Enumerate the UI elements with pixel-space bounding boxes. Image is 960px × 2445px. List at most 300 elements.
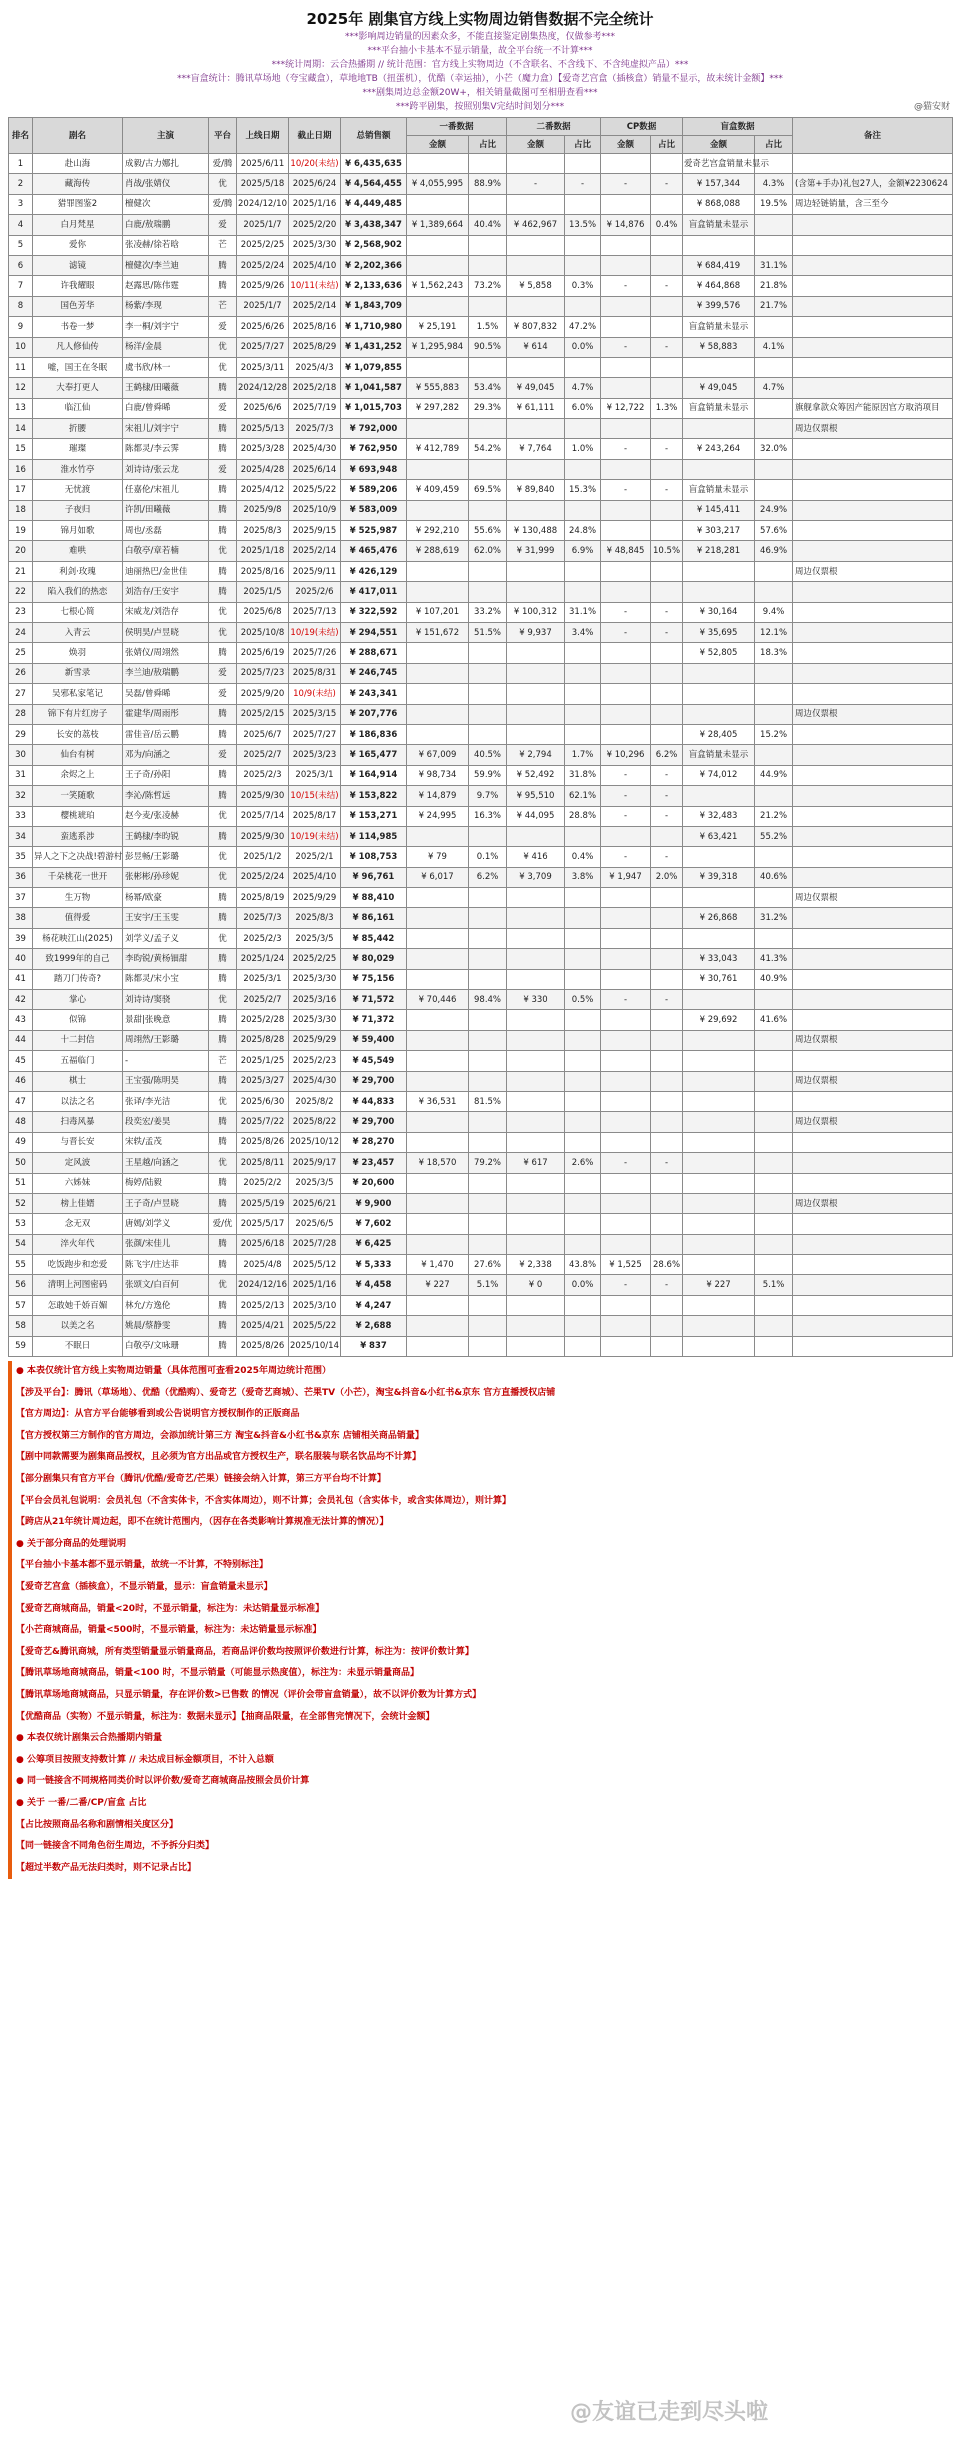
cell-remark: 周边仅票根: [793, 888, 953, 908]
cell-cast: 宋威龙/刘浩存: [123, 602, 209, 622]
cell-drama: 书卷一梦: [33, 317, 123, 337]
table-row: [9, 378, 953, 398]
cell-blindbox-share: 46.9%: [755, 541, 793, 561]
cell-remark: 周边仅票根: [793, 1193, 953, 1213]
cell-lead1-amount: ¥ 1,562,243: [407, 276, 469, 296]
cell-lead1-share: [469, 643, 507, 663]
cell-gmv: ¥ 23,457: [341, 1153, 407, 1173]
cell-remark: 周边轻链销量，含三至今: [793, 194, 953, 214]
cell-drama: 无忧渡: [33, 480, 123, 500]
col-amount: 金额: [507, 136, 565, 154]
cell-end-date: 2025/7/27: [289, 724, 341, 744]
cell-end-date: 2025/3/15: [289, 704, 341, 724]
cell-cp-amount: ¥ 48,845: [601, 541, 651, 561]
table-row: [9, 1275, 953, 1295]
cell-remark: [793, 276, 953, 296]
cell-lead2-amount: [507, 949, 565, 969]
cell-cp-amount: [601, 1214, 651, 1234]
cell-rank: 51: [9, 1173, 33, 1193]
table-row: [9, 1295, 953, 1315]
cell-lead2-amount: [507, 1193, 565, 1213]
cell-cp-amount: [601, 643, 651, 663]
cell-lead2-share: 4.7%: [565, 378, 601, 398]
cell-blindbox-amount: [683, 1193, 755, 1213]
cell-blindbox-share: [755, 215, 793, 235]
cell-drama: 国色芳华: [33, 296, 123, 316]
table-row: [9, 480, 953, 500]
cell-platform: 爱: [209, 684, 237, 704]
cell-blindbox-share: [755, 1255, 793, 1275]
cell-cast: 檀健次/李兰迪: [123, 255, 209, 275]
table-row: [9, 174, 953, 194]
cell-remark: [793, 622, 953, 642]
cell-cast: 杨洋/金晨: [123, 337, 209, 357]
cell-end-date: 2025/9/15: [289, 521, 341, 541]
cell-rank: 48: [9, 1112, 33, 1132]
cell-lead2-share: [565, 724, 601, 744]
cell-lead1-amount: [407, 908, 469, 928]
cell-end-date: 2025/5/22: [289, 1316, 341, 1336]
cell-start-date: 2025/2/24: [237, 255, 289, 275]
cell-lead2-share: [565, 1010, 601, 1030]
cell-drama: 藏海传: [33, 174, 123, 194]
cell-start-date: 2025/6/19: [237, 643, 289, 663]
cell-end-date: 2025/2/14: [289, 296, 341, 316]
cell-rank: 30: [9, 745, 33, 765]
cell-end-date: 2025/1/16: [289, 194, 341, 214]
cell-drama: 滤镜: [33, 255, 123, 275]
cell-end-date: 2025/7/28: [289, 1234, 341, 1254]
cell-cp-amount: -: [601, 622, 651, 642]
cell-end-date: 2025/3/5: [289, 1173, 341, 1193]
cell-cp-amount: [601, 561, 651, 581]
cell-lead1-amount: ¥ 1,295,984: [407, 337, 469, 357]
cell-lead1-share: [469, 704, 507, 724]
cell-remark: [793, 786, 953, 806]
cell-cp-share: [651, 1051, 683, 1071]
cell-lead1-share: [469, 928, 507, 948]
cell-start-date: 2025/2/15: [237, 704, 289, 724]
cell-rank: 58: [9, 1316, 33, 1336]
cell-cast: 杨紫/李现: [123, 296, 209, 316]
cell-start-date: 2025/3/1: [237, 969, 289, 989]
cell-gmv: ¥ 589,206: [341, 480, 407, 500]
cell-platform: 优: [209, 602, 237, 622]
cell-lead1-share: [469, 296, 507, 316]
cell-lead1-share: 62.0%: [469, 541, 507, 561]
cell-platform: 腾: [209, 1234, 237, 1254]
cell-gmv: ¥ 85,442: [341, 928, 407, 948]
table-row: [9, 419, 953, 439]
cell-remark: [793, 969, 953, 989]
cell-cast: 周翊然/王影璐: [123, 1030, 209, 1050]
table-row: [9, 1112, 953, 1132]
cell-lead2-share: [565, 582, 601, 602]
cell-start-date: 2025/3/27: [237, 1071, 289, 1091]
cell-lead2-share: [565, 1214, 601, 1234]
cell-blindbox-share: [755, 1153, 793, 1173]
cell-lead2-amount: [507, 419, 565, 439]
cell-gmv: ¥ 6,435,635: [341, 154, 407, 174]
cell-lead1-share: [469, 1214, 507, 1234]
cell-blindbox-amount: ¥ 30,761: [683, 969, 755, 989]
cell-rank: 41: [9, 969, 33, 989]
cell-start-date: 2025/6/6: [237, 398, 289, 418]
cell-lead2-amount: ¥ 617: [507, 1153, 565, 1173]
cell-platform: 腾: [209, 1071, 237, 1091]
cell-blindbox-amount: [683, 704, 755, 724]
cell-lead2-amount: ¥ 2,794: [507, 745, 565, 765]
cell-lead2-amount: ¥ 614: [507, 337, 565, 357]
cell-gmv: ¥ 583,009: [341, 500, 407, 520]
cell-cp-share: [651, 296, 683, 316]
table-row: [9, 317, 953, 337]
cell-gmv: ¥ 86,161: [341, 908, 407, 928]
footnote-line: 【爱奇艺宫盒（插核盒），不显示销量，显示：盲盒销量未显示】: [16, 1581, 273, 1592]
cell-gmv: ¥ 762,950: [341, 439, 407, 459]
cell-lead1-amount: [407, 1295, 469, 1315]
footnote-line: 【爱奇艺&腾讯商城，所有类型销量显示销量商品，若商品评价数均按照评价数进行计算，标注为：按评价数计算】: [16, 1646, 474, 1657]
table-row: [9, 622, 953, 642]
table-row: [9, 990, 953, 1010]
cell-lead2-amount: ¥ 330: [507, 990, 565, 1010]
col-share: 占比: [755, 136, 793, 154]
cell-cp-share: [651, 928, 683, 948]
cell-lead2-share: [565, 194, 601, 214]
cell-lead1-amount: [407, 949, 469, 969]
cell-end-date: 2025/8/17: [289, 806, 341, 826]
cell-rank: 12: [9, 378, 33, 398]
cell-lead1-amount: ¥ 412,789: [407, 439, 469, 459]
cell-blindbox-share: [755, 1193, 793, 1213]
cell-lead1-amount: [407, 1336, 469, 1356]
cell-remark: [793, 459, 953, 479]
cell-end-date: 10/11(未结): [289, 276, 341, 296]
cell-blindbox-amount: ¥ 145,411: [683, 500, 755, 520]
cell-cast: -: [123, 1051, 209, 1071]
cell-lead1-amount: [407, 928, 469, 948]
cell-cp-share: [651, 1316, 683, 1336]
cell-lead2-amount: [507, 1214, 565, 1234]
cell-start-date: 2025/2/3: [237, 765, 289, 785]
cell-blindbox-share: [755, 704, 793, 724]
cell-remark: [793, 1295, 953, 1315]
cell-rank: 31: [9, 765, 33, 785]
cell-end-date: 2025/4/10: [289, 255, 341, 275]
cell-cast: 霍建华/周雨彤: [123, 704, 209, 724]
cell-lead1-amount: ¥ 227: [407, 1275, 469, 1295]
cell-start-date: 2025/7/3: [237, 908, 289, 928]
cell-lead1-amount: [407, 1173, 469, 1193]
cell-platform: 腾: [209, 419, 237, 439]
cell-lead2-share: [565, 1173, 601, 1193]
cell-lead2-share: [565, 969, 601, 989]
cell-cast: 肖战/张婧仪: [123, 174, 209, 194]
cell-blindbox-amount: [683, 1091, 755, 1111]
cell-drama: 子夜归: [33, 500, 123, 520]
cell-platform: 腾: [209, 765, 237, 785]
cell-lead1-amount: ¥ 25,191: [407, 317, 469, 337]
cell-blindbox-amount: ¥ 32,483: [683, 806, 755, 826]
cell-start-date: 2025/6/7: [237, 724, 289, 744]
cell-blindbox-amount: [683, 1153, 755, 1173]
cell-cp-share: -: [651, 622, 683, 642]
cell-cp-share: [651, 582, 683, 602]
cell-lead2-amount: [507, 459, 565, 479]
table-row: [9, 1173, 953, 1193]
cell-lead1-amount: [407, 459, 469, 479]
cell-cast: 王安宇/王玉雯: [123, 908, 209, 928]
cell-cp-amount: -: [601, 990, 651, 1010]
cell-lead2-amount: [507, 1091, 565, 1111]
cell-remark: (含第+手办)礼包27人，金额¥2230624: [793, 174, 953, 194]
cell-remark: [793, 235, 953, 255]
cell-blindbox-amount: ¥ 39,318: [683, 867, 755, 887]
cell-rank: 57: [9, 1295, 33, 1315]
cell-blindbox-share: 44.9%: [755, 765, 793, 785]
cell-end-date: 10/9(未结): [289, 684, 341, 704]
table-row: [9, 643, 953, 663]
cell-lead2-share: 28.8%: [565, 806, 601, 826]
cell-lead2-share: 43.8%: [565, 1255, 601, 1275]
cell-lead1-amount: [407, 154, 469, 174]
cell-drama: 猎罪图鉴2: [33, 194, 123, 214]
cell-cp-share: 0.4%: [651, 215, 683, 235]
table-row: [9, 663, 953, 683]
cell-lead2-share: 31.1%: [565, 602, 601, 622]
cell-rank: 14: [9, 419, 33, 439]
table-row: [9, 745, 953, 765]
footnote-line: ● 同一链接含不同规格同类价时以评价数/爱奇艺商城商品按照会员价计算: [16, 1776, 310, 1787]
cell-lead1-share: 6.2%: [469, 867, 507, 887]
cell-end-date: 2025/8/3: [289, 908, 341, 928]
cell-blindbox-share: [755, 1316, 793, 1336]
cell-lead2-amount: ¥ 807,832: [507, 317, 565, 337]
cell-cp-share: [651, 1295, 683, 1315]
cell-rank: 13: [9, 398, 33, 418]
cell-rank: 33: [9, 806, 33, 826]
col-amount: 金额: [683, 136, 755, 154]
cell-gmv: ¥ 1,041,587: [341, 378, 407, 398]
cell-cast: 张彬彬/孙珍妮: [123, 867, 209, 887]
cell-gmv: ¥ 153,271: [341, 806, 407, 826]
cell-cp-amount: [601, 969, 651, 989]
cell-lead2-amount: ¥ 3,709: [507, 867, 565, 887]
cell-rank: 9: [9, 317, 33, 337]
cell-cast: 赵今麦/张凌赫: [123, 806, 209, 826]
cell-remark: [793, 990, 953, 1010]
cell-cp-amount: [601, 1112, 651, 1132]
cell-end-date: 2025/8/31: [289, 663, 341, 683]
cell-platform: 优: [209, 337, 237, 357]
cell-drama: 白月梵星: [33, 215, 123, 235]
cell-blindbox-amount: [683, 928, 755, 948]
cell-lead1-share: 69.5%: [469, 480, 507, 500]
cell-lead2-share: [565, 643, 601, 663]
cell-lead1-amount: [407, 969, 469, 989]
cell-gmv: ¥ 108,753: [341, 847, 407, 867]
cell-drama: 赴山海: [33, 154, 123, 174]
cell-gmv: ¥ 96,761: [341, 867, 407, 887]
cell-lead2-amount: [507, 704, 565, 724]
cell-rank: 36: [9, 867, 33, 887]
cell-cp-amount: [601, 704, 651, 724]
cell-rank: 35: [9, 847, 33, 867]
cell-cast: 刘浩存/王安宇: [123, 582, 209, 602]
cell-gmv: ¥ 288,671: [341, 643, 407, 663]
cell-end-date: 2025/6/24: [289, 174, 341, 194]
header-note: ***统计周期：云合热播期 // 统计范围：官方线上实物周边（不含联名、不含线下、不含纯虚拟产品）***: [271, 60, 689, 70]
cell-cp-amount: [601, 1173, 651, 1193]
cell-start-date: 2025/8/19: [237, 888, 289, 908]
table-row: [9, 521, 953, 541]
cell-lead2-amount: [507, 1336, 565, 1356]
cell-gmv: ¥ 45,549: [341, 1051, 407, 1071]
cell-cp-share: -: [651, 174, 683, 194]
cell-blindbox-amount: 盲盒销量未显示: [683, 745, 755, 765]
cell-lead1-share: [469, 826, 507, 846]
cell-drama: 入青云: [33, 622, 123, 642]
footnote-line: 【超过半数产品无法归类时，则不记录占比】: [16, 1862, 197, 1873]
cell-gmv: ¥ 20,600: [341, 1173, 407, 1193]
cell-rank: 11: [9, 357, 33, 377]
cell-platform: 腾: [209, 1112, 237, 1132]
cell-drama: 似锦: [33, 1010, 123, 1030]
cell-platform: 优: [209, 990, 237, 1010]
table-row: [9, 1132, 953, 1152]
cell-platform: 腾: [209, 1173, 237, 1193]
cell-blindbox-share: [755, 357, 793, 377]
cell-drama: 以美之名: [33, 1316, 123, 1336]
cell-rank: 47: [9, 1091, 33, 1111]
cell-remark: [793, 1214, 953, 1234]
cell-remark: [793, 521, 953, 541]
cell-cp-amount: ¥ 1,947: [601, 867, 651, 887]
cell-cast: 邓为/向涵之: [123, 745, 209, 765]
cell-rank: 16: [9, 459, 33, 479]
cell-blindbox-share: 19.5%: [755, 194, 793, 214]
cell-end-date: 2025/6/14: [289, 459, 341, 479]
cell-lead2-amount: ¥ 0: [507, 1275, 565, 1295]
cell-cp-amount: [601, 826, 651, 846]
cell-lead1-share: [469, 684, 507, 704]
cell-blindbox-share: [755, 561, 793, 581]
sales-table: [8, 117, 953, 1357]
cell-cp-share: [651, 949, 683, 969]
table-row: [9, 337, 953, 357]
cell-cp-amount: [601, 296, 651, 316]
table-row: [9, 1193, 953, 1213]
cell-gmv: ¥ 246,745: [341, 663, 407, 683]
cell-lead1-share: 5.1%: [469, 1275, 507, 1295]
cell-lead1-amount: [407, 1214, 469, 1234]
cell-lead2-share: 31.8%: [565, 765, 601, 785]
cell-start-date: 2025/1/5: [237, 582, 289, 602]
cell-start-date: 2024/12/28: [237, 378, 289, 398]
cell-blindbox-amount: [683, 847, 755, 867]
cell-end-date: 2025/2/1: [289, 847, 341, 867]
cell-blindbox-amount: ¥ 30,164: [683, 602, 755, 622]
cell-cp-amount: [601, 1132, 651, 1152]
cell-lead1-amount: [407, 704, 469, 724]
cell-platform: 腾: [209, 1255, 237, 1275]
cell-remark: [793, 806, 953, 826]
cell-cast: 陈都灵/宋小宝: [123, 969, 209, 989]
cell-lead2-share: [565, 1132, 601, 1152]
cell-start-date: 2025/8/28: [237, 1030, 289, 1050]
cell-rank: 43: [9, 1010, 33, 1030]
cell-lead2-amount: ¥ 44,095: [507, 806, 565, 826]
footnote-line: 【同一链接含不同角色衍生周边，不予拆分归类】: [16, 1841, 215, 1852]
cell-cast: 王宝强/陈明昊: [123, 1071, 209, 1091]
cell-cp-share: 10.5%: [651, 541, 683, 561]
cell-gmv: ¥ 4,449,485: [341, 194, 407, 214]
cell-start-date: 2025/6/8: [237, 602, 289, 622]
cell-lead2-amount: ¥ 9,937: [507, 622, 565, 642]
cell-rank: 32: [9, 786, 33, 806]
cell-lead1-share: 40.4%: [469, 215, 507, 235]
cell-cp-amount: [601, 582, 651, 602]
cell-blindbox-share: 4.3%: [755, 174, 793, 194]
cell-lead1-amount: [407, 1030, 469, 1050]
cell-lead1-amount: ¥ 79: [407, 847, 469, 867]
cell-end-date: 2025/7/13: [289, 602, 341, 622]
cell-lead2-share: 0.0%: [565, 337, 601, 357]
cell-lead2-share: 0.4%: [565, 847, 601, 867]
cell-gmv: ¥ 7,602: [341, 1214, 407, 1234]
footnote-line: 【跨店从21年统计周边起，即不在统计范围内，（因存在各类影响计算规准无法计算的情况）】: [16, 1517, 389, 1528]
cell-platform: 爱: [209, 459, 237, 479]
header-note: ***盲盒统计：腾讯草场地（夸宝藏盒），草地地TB（扭蛋机），优酷（幸运抽），小芒（魔力盒）【爱奇艺宫盒（插核盒）销量不显示，故未统计金额】***: [177, 74, 783, 84]
author-credit: @猫安财: [913, 102, 950, 112]
cell-blindbox-share: 21.2%: [755, 806, 793, 826]
col-amount: 金额: [407, 136, 469, 154]
cell-rank: 21: [9, 561, 33, 581]
cell-gmv: ¥ 88,410: [341, 888, 407, 908]
col-start-date: 上线日期: [237, 118, 289, 154]
cell-start-date: 2025/8/16: [237, 561, 289, 581]
cell-blindbox-share: [755, 1234, 793, 1254]
cell-platform: 腾: [209, 724, 237, 744]
cell-cp-share: -: [651, 765, 683, 785]
cell-rank: 29: [9, 724, 33, 744]
cell-blindbox-share: 55.2%: [755, 826, 793, 846]
cell-gmv: ¥ 1,431,252: [341, 337, 407, 357]
cell-lead2-share: [565, 500, 601, 520]
cell-start-date: 2025/5/17: [237, 1214, 289, 1234]
footnote-line: 【部分剧集只有官方平台（腾讯/优酷/爱奇艺/芒果）链接会纳入计算，第三方平台均不计算】: [16, 1474, 386, 1485]
table-row: [9, 867, 953, 887]
table-row: [9, 806, 953, 826]
cell-rank: 39: [9, 928, 33, 948]
cell-start-date: 2025/2/25: [237, 235, 289, 255]
table-row: [9, 398, 953, 418]
cell-platform: 腾: [209, 378, 237, 398]
cell-platform: 腾: [209, 521, 237, 541]
cell-lead1-share: [469, 1030, 507, 1050]
cell-lead2-amount: [507, 235, 565, 255]
cell-lead2-amount: ¥ 416: [507, 847, 565, 867]
cell-lead2-share: [565, 684, 601, 704]
cell-cp-share: [651, 724, 683, 744]
col-end-date: 截止日期: [289, 118, 341, 154]
cell-drama: 长安的荔枝: [33, 724, 123, 744]
cell-remark: [793, 480, 953, 500]
cell-blindbox-amount: [683, 786, 755, 806]
report-header: [8, 8, 952, 114]
cell-cp-amount: -: [601, 847, 651, 867]
cell-cp-amount: ¥ 10,296: [601, 745, 651, 765]
